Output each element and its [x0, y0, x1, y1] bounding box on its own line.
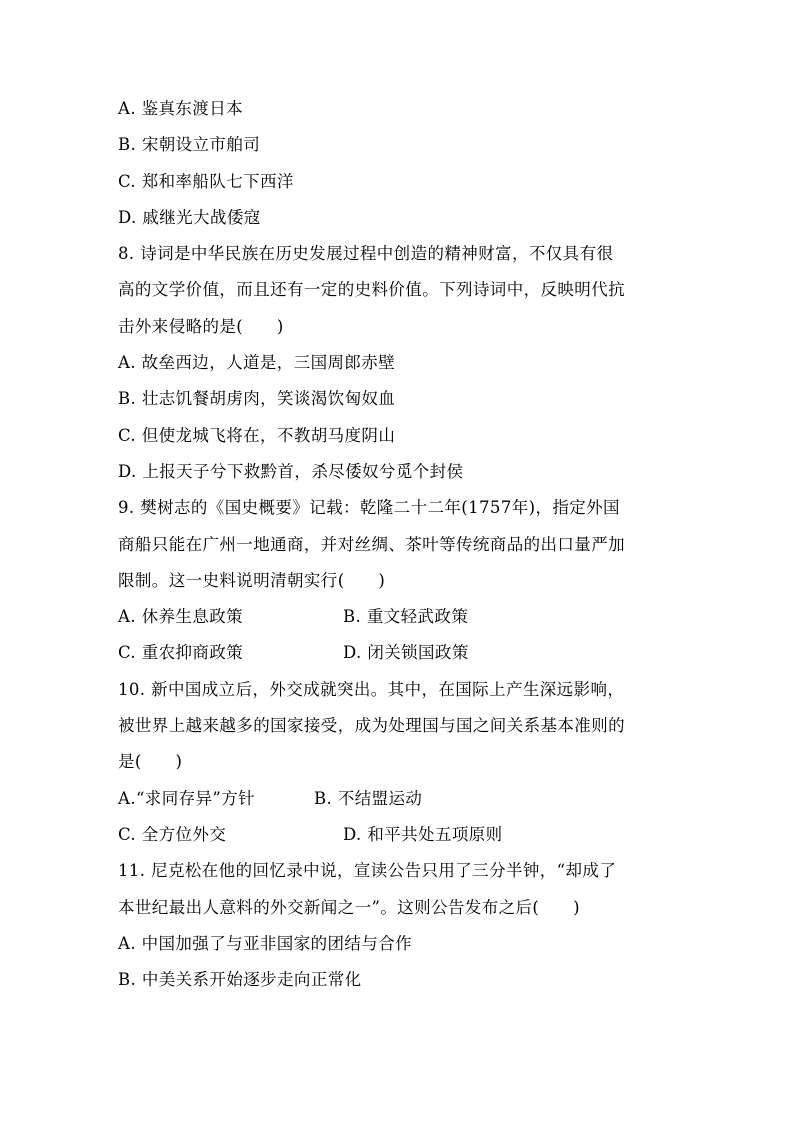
q7-option-d: D. 戚继光大战倭寇 — [118, 207, 261, 227]
q10-option-a: A.“求同存异”方针 — [118, 788, 256, 808]
q10-options-row-2 — [118, 817, 678, 853]
q9-option-c: C. 重农抑商政策 — [118, 643, 244, 663]
q11-option-a: A. 中国加强了与亚非国家的团结与合作 — [118, 933, 413, 953]
q7-option-b: B. 宋朝设立市舶司 — [118, 135, 261, 155]
q8-option-b: B. 壮志饥餐胡虏肉，笑谈渴饮匈奴血 — [118, 389, 396, 409]
q9-stem-line-1: 9. 樊树志的《国史概要》记载：乾隆二十二年(1757年)，指定外国 — [118, 498, 620, 518]
q10-stem-line-1: 10. 新中国成立后，外交成就突出。其中，在国际上产生深远影响， — [118, 679, 625, 699]
q10-option-d: D. 和平共处五项原则 — [343, 824, 503, 844]
q8-option-d: D. 上报天子兮下救黔首，杀尽倭奴兮觅个封侯 — [118, 461, 464, 481]
q10-options-row-1 — [118, 781, 678, 817]
q9-options-row-1 — [118, 599, 678, 635]
q9-stem-line-2: 商船只能在广州一地通商，并对丝绸、茶叶等传统商品的出口量严加 — [118, 534, 625, 554]
q11-option-b: B. 中美关系开始逐步走向正常化 — [118, 970, 362, 990]
q7-option-a: A. 鉴真东渡日本 — [118, 99, 244, 118]
q9-option-b: B. 重文轻武政策 — [343, 607, 469, 627]
q8-option-a: A. 故垒西边，人道是，三国周郎赤壁 — [118, 353, 396, 373]
q11-stem-line-1: 11. 尼克松在他的回忆录中说，宣读公告只用了三分半钟，“却成了 — [118, 861, 617, 881]
q10-stem-line-2: 被世界上越来越多的国家接受，成为处理国与国之间关系基本准则的 — [118, 716, 625, 736]
q11-stem-line-2: 本世纪最出人意料的外交新闻之一”。这则公告发布之后( ) — [118, 897, 580, 917]
q10-stem-line-3: 是( ) — [118, 752, 183, 772]
q7-option-c: C. 郑和率船队七下西洋 — [118, 171, 294, 191]
q9-option-a: A. 休养生息政策 — [118, 607, 244, 627]
q9-option-d: D. 闭关锁国政策 — [343, 643, 469, 663]
q8-stem-line-1: 8. 诗词是中华民族在历史发展过程中创造的精神财富，不仅具有很 — [118, 244, 614, 264]
q9-stem-line-3: 限制。这一史料说明清朝实行( ) — [118, 570, 386, 590]
q8-stem-line-3: 击外来侵略的是( ) — [118, 316, 284, 336]
q8-stem-line-2: 高的文学价值，而且还有一定的史料价值。下列诗词中，反映明代抗 — [118, 280, 625, 300]
q10-option-b: B. 不结盟运动 — [314, 788, 423, 808]
q9-options-row-2 — [118, 635, 678, 671]
question-content — [118, 91, 678, 998]
q10-option-c: C. 全方位外交 — [118, 824, 227, 844]
q8-option-c: C. 但使龙城飞将在，不教胡马度阴山 — [118, 425, 396, 445]
